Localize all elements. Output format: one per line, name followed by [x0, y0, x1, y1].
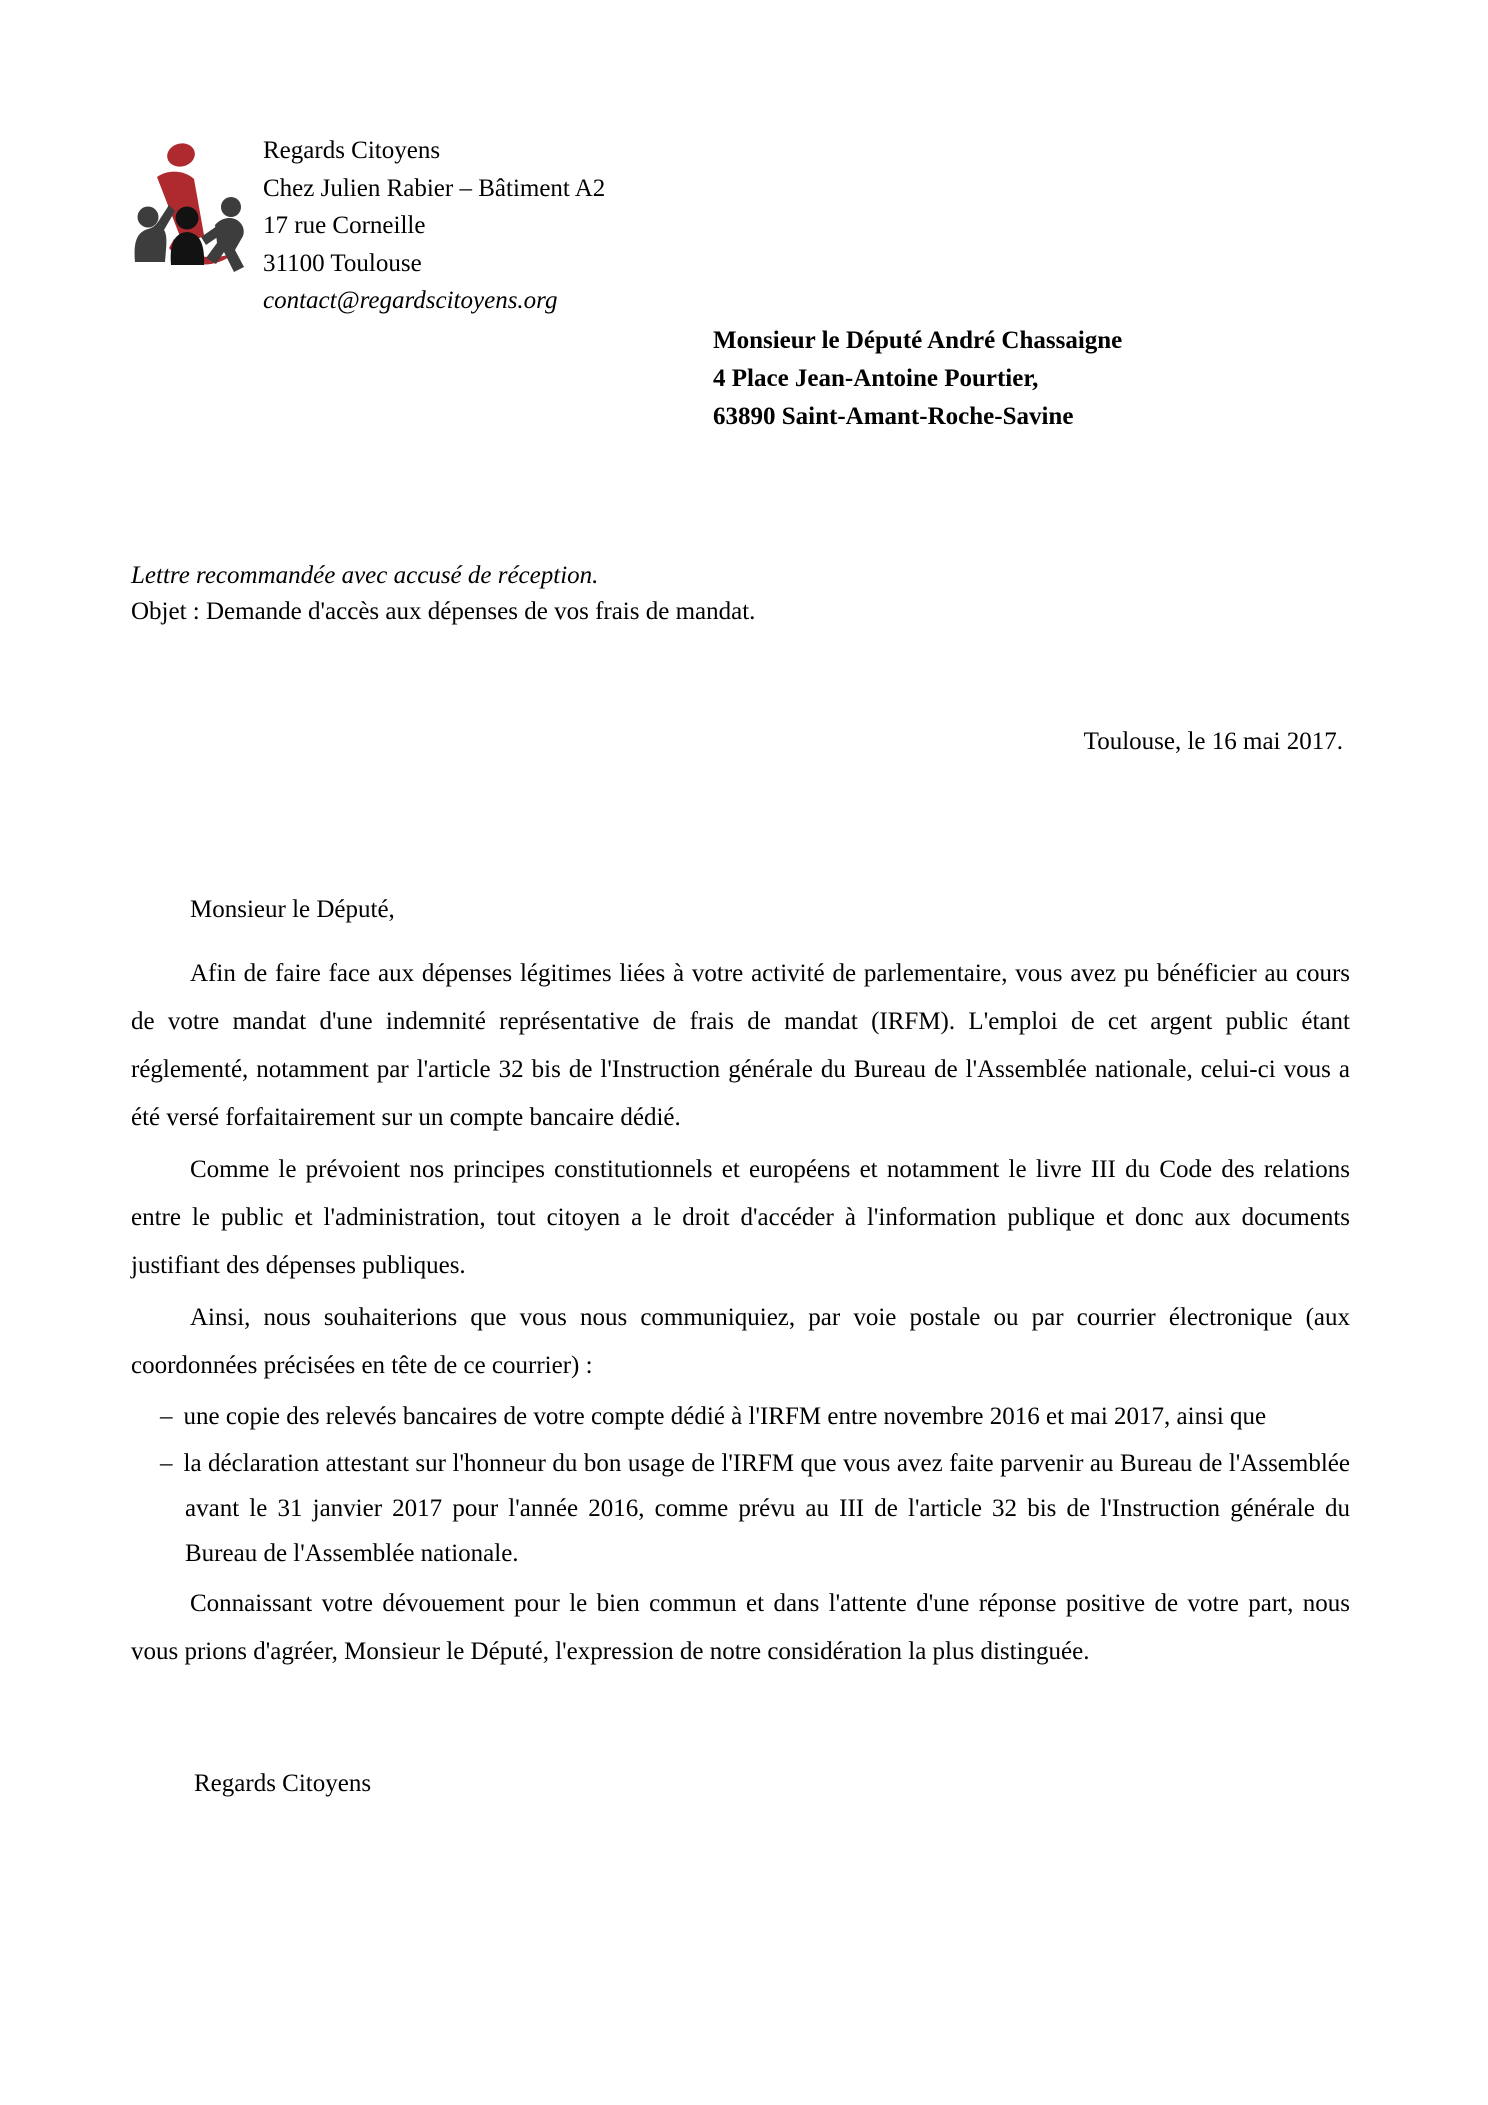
- demand-item-bank-statements: [160, 1394, 1350, 1439]
- list-dash-marker: –: [160, 1450, 173, 1477]
- salutation: Monsieur le Député,: [190, 896, 395, 923]
- signature: Regards Citoyens: [194, 1770, 372, 1797]
- demand-item-declaration: [160, 1441, 1350, 1576]
- paragraph-closing: Connaissant votre dévouement pour le bien commun et dans l'attente d'une réponse positive de votre part, nous vous prions d'agréer, Monsieur le Député, l'expression de notre considération la plus distinguée.: [131, 1590, 1350, 1665]
- sender-street: 17 rue Corneille: [263, 212, 426, 239]
- sender-address-line: Chez Julien Rabier – Bâtiment A2: [263, 174, 606, 202]
- subject-line: Objet : Demande d'accès aux dépenses de vos frais de mandat.: [131, 598, 756, 625]
- organization-logo-icon: [122, 140, 252, 275]
- sender-address-block: [263, 132, 605, 320]
- demands-list: [160, 1394, 1350, 1576]
- sender-org-name: Regards Citoyens: [263, 137, 441, 164]
- recipient-street: 4 Place Jean-Antoine Pourtier,: [713, 365, 1039, 392]
- registered-mail-notice: Lettre recommandée avec accusé de réception.: [131, 562, 599, 589]
- list-dash-marker: –: [160, 1403, 173, 1430]
- date-line: Toulouse, le 16 mai 2017.: [1083, 728, 1343, 755]
- demand-item-text: une copie des relevés bancaires de votre compte dédié à l'IRFM entre novembre 2016 et mai 2017, ainsi que: [183, 1403, 1267, 1430]
- recipient-address-block: [713, 322, 1122, 436]
- sender-email: contact@regardscitoyens.org: [263, 287, 558, 314]
- paragraph-legal-basis: Comme le prévoient nos principes constitutionnels et européens et notamment le livre III du Code des relations entre le public et l'administration, tout citoyen a le droit d'accéder à l'information publique et donc aux documents justifiant des dépenses publiques.: [131, 1156, 1350, 1279]
- recipient-city: 63890 Saint-Amant-Roche-Savine: [713, 403, 1074, 430]
- sender-city: 31100 Toulouse: [263, 249, 422, 277]
- regards-citoyens-logo: [122, 140, 252, 275]
- reference-block: [131, 558, 755, 630]
- demand-item-text: la déclaration attestant sur l'honneur du bon usage de l'IRFM que vous avez faite parvenir au Bureau de l'Assemblée avant le 31 janvier 2017 pour l'année 2016, comme prévu au III de l'article 32 bis de l'Instruction générale du Bureau de l'Assemblée nationale.: [183, 1450, 1350, 1567]
- letter-body: [131, 886, 1350, 1680]
- paragraph-request: Ainsi, nous souhaiterions que vous nous communiquiez, par voie postale ou par courrier électronique (aux coordonnées précisées en tête de ce courrier) :: [131, 1304, 1350, 1379]
- paragraph-irfm-intro: Afin de faire face aux dépenses légitimes liées à votre activité de parlementaire, vous avez pu bénéficier au cours de votre mandat d'une indemnité représentative de frais de mandat (IRFM). L'emploi de cet argent public étant réglementé, notamment par l'article 32 bis de l'Instruction générale du Bureau de l'Assemblée nationale, celui-ci vous a été versé forfaitairement sur un compte bancaire dédié.: [131, 960, 1350, 1131]
- recipient-name: Monsieur le Député André Chassaigne: [713, 327, 1123, 354]
